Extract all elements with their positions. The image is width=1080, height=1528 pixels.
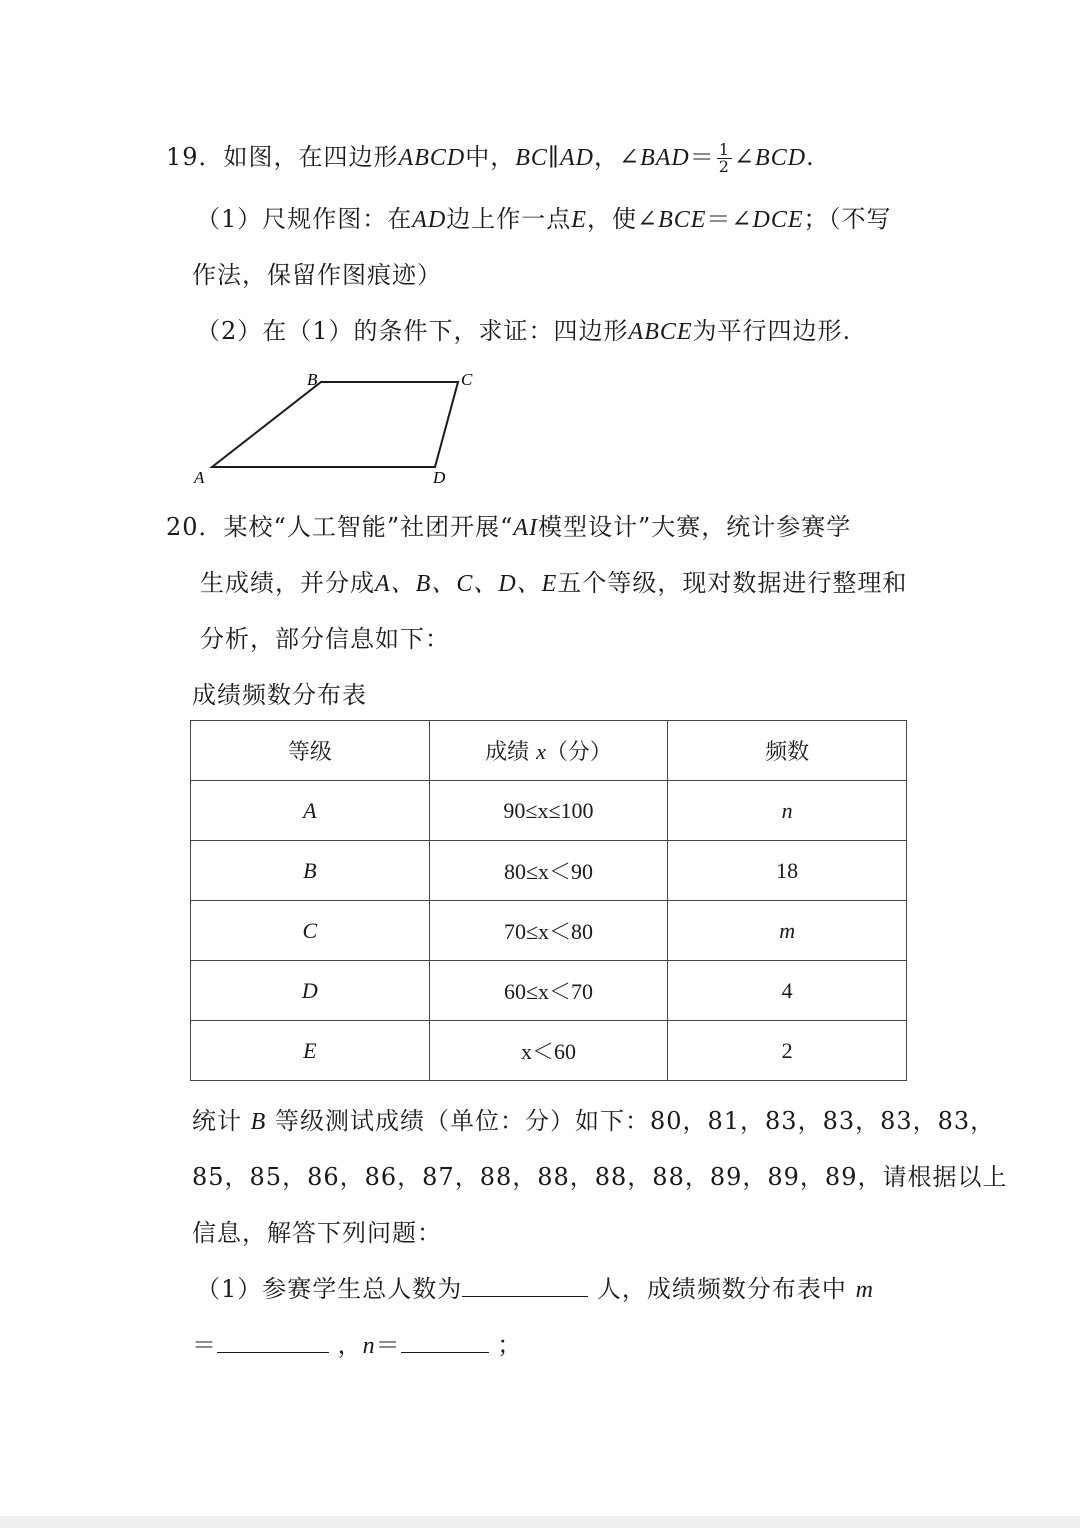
- frequency-table: [190, 720, 907, 1081]
- answer-blank-n[interactable]: [401, 1330, 489, 1353]
- trapezoid-abcd: [212, 382, 458, 467]
- answer-blank-m[interactable]: [217, 1330, 329, 1353]
- header-frequency: 频数: [668, 721, 907, 781]
- header-score-x: x: [536, 739, 546, 764]
- q19-part2: [196, 316, 851, 347]
- trapezoid-figure: [185, 365, 485, 490]
- cell-range: x＜60: [429, 1021, 668, 1081]
- grade-value: C: [302, 917, 318, 943]
- q20-part1-line2: [192, 1330, 522, 1361]
- cell-frequency: 4: [668, 961, 907, 1021]
- cell-range: 90≤x≤100: [429, 781, 668, 841]
- q19-quad-name: ABCD: [398, 145, 466, 171]
- grade-value: A: [303, 797, 317, 823]
- cell-frequency: 2: [668, 1021, 907, 1081]
- q20-line2-text-2: 五个等级，现对数据进行整理和: [557, 569, 908, 597]
- q19-part1-text-2: 边上作一点: [446, 205, 572, 233]
- grade-value: E: [303, 1037, 317, 1063]
- q20-part1: [196, 1274, 874, 1305]
- cell-grade: [191, 841, 430, 901]
- label-c: C: [461, 370, 473, 389]
- q20-line2: [200, 568, 907, 599]
- q20-part1-text-2: 人，成绩频数分布表中: [596, 1275, 847, 1303]
- q20-stat-line1: [192, 1106, 995, 1137]
- q20-ai: AI: [513, 515, 539, 541]
- q20-part1-text: （1）参赛学生总人数为: [196, 1275, 463, 1303]
- label-d: D: [433, 468, 446, 487]
- fraction-numerator: 1: [718, 140, 730, 159]
- q19-stem-text: 如图，在四边形: [223, 143, 399, 171]
- q20-equals: ＝: [192, 1331, 217, 1359]
- q19-part1-text: （1）尺规作图：在: [196, 205, 413, 233]
- q19-angle-bad: ∠BAD: [618, 145, 690, 171]
- q19-quad-abce: ABCE: [628, 319, 693, 345]
- cell-frequency: [668, 781, 907, 841]
- table-row: [191, 901, 907, 961]
- q20-var-n: n: [362, 1333, 376, 1359]
- q19-part1-text-4: ＝∠: [706, 205, 753, 233]
- cell-grade: [191, 781, 430, 841]
- q19-part1: [196, 204, 892, 235]
- frequency-value: m: [779, 917, 796, 943]
- q19-part1-text-5: ；（不写: [803, 205, 892, 233]
- q20-comma: ，: [337, 1331, 363, 1359]
- q19-stem-text-2: 中，: [465, 143, 516, 171]
- stat-text-2: 等级测试成绩（单位：分）如下：80，81，83，83，83，83，: [274, 1107, 996, 1135]
- q19-segment-ad: AD: [412, 207, 447, 233]
- q19-part2-text-2: 为平行四边形.: [692, 317, 852, 345]
- cell-frequency: 18: [668, 841, 907, 901]
- table-row: [191, 781, 907, 841]
- cell-grade: [191, 961, 430, 1021]
- fraction-denominator: 2: [718, 157, 730, 176]
- q20-stat-line3: 信息，解答下列问题：: [192, 1219, 442, 1247]
- q20-semicolon: ；: [497, 1331, 523, 1359]
- label-b: B: [307, 370, 318, 389]
- stat-grade-b: B: [250, 1109, 267, 1135]
- q19-comma: ，: [593, 143, 619, 171]
- q20-line1-text-2: 模型设计”大赛，统计参赛学: [538, 513, 852, 541]
- frequency-value: n: [781, 797, 793, 823]
- cell-grade: [191, 901, 430, 961]
- q19-equals: ＝: [689, 143, 715, 171]
- q20-equals-2: ＝: [375, 1331, 401, 1359]
- cell-range: 60≤x＜70: [429, 961, 668, 1021]
- header-grade: 等级: [191, 721, 430, 781]
- grade-value: D: [301, 977, 318, 1003]
- q19-period: .: [806, 143, 815, 171]
- q20-line2-text: 生成绩，并分成: [200, 569, 375, 597]
- bottom-bar: [0, 1516, 1080, 1528]
- stat-text: 统计: [192, 1107, 242, 1135]
- header-score-text: 成绩: [485, 740, 530, 765]
- cell-range: 80≤x＜90: [429, 841, 668, 901]
- label-a: A: [194, 468, 205, 487]
- table-caption: 成绩频数分布表: [192, 681, 367, 709]
- grade-value: B: [303, 857, 317, 883]
- q19-number: 19．: [166, 143, 224, 171]
- q20-number: 20．: [166, 513, 224, 541]
- cell-grade: [191, 1021, 430, 1081]
- q19-fraction: [717, 142, 732, 175]
- q20-line1-text: 某校“人工智能”社团开展“: [223, 513, 514, 541]
- q19-part2-text: （2）在（1）的条件下，求证：四边形: [196, 317, 629, 345]
- answer-blank-total[interactable]: [462, 1274, 588, 1297]
- cell-frequency: [668, 901, 907, 961]
- table-row: [191, 961, 907, 1021]
- header-score-unit: （分）: [545, 740, 612, 765]
- q19-angle-bce: BCE: [658, 207, 707, 233]
- header-score: [429, 721, 668, 781]
- q20-grades: A、B、C、D、E: [375, 571, 558, 597]
- table-row: [191, 1021, 907, 1081]
- q20-line3: 分析，部分信息如下：: [200, 625, 450, 653]
- q20-var-m: m: [855, 1277, 874, 1303]
- q19-point-e: E: [571, 207, 587, 233]
- q19-part1-text-3: ，使∠: [586, 205, 659, 233]
- q20-stat-line2: 85，85，86，86，87，88，88，88，88，89，89，89，请根据以上: [192, 1163, 1008, 1191]
- cell-range: 70≤x＜80: [429, 901, 668, 961]
- q20-line1: [166, 512, 851, 543]
- q19-stem: [166, 142, 815, 175]
- q19-part1-line2: 作法，保留作图痕迹）: [192, 261, 442, 289]
- q19-angle-dce: DCE: [752, 207, 804, 233]
- q19-parallel: BC∥AD: [515, 145, 594, 171]
- table-row: [191, 841, 907, 901]
- q19-angle-bcd: ∠BCD: [733, 145, 807, 171]
- table-header-row: [191, 721, 907, 781]
